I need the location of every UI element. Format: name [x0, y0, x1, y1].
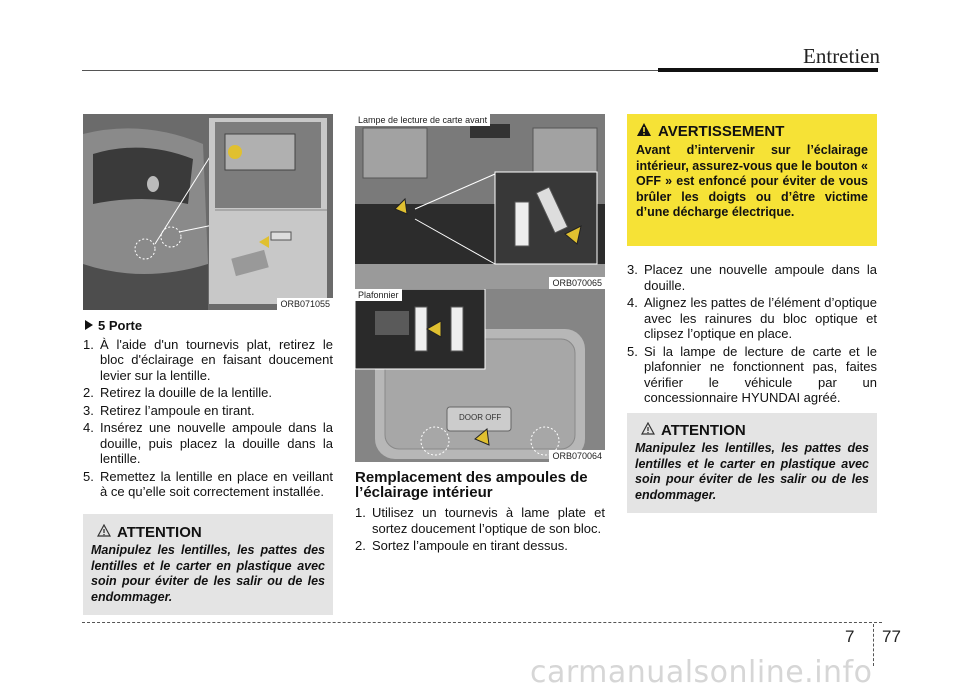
- chapter-number: 7: [845, 627, 855, 646]
- footer-rule: [82, 622, 882, 623]
- photo-caption: Plafonnier: [355, 289, 402, 301]
- attention-body: Manipulez les lentilles, les pattes des lentilles et le carter en plastique avec soin pour éviter de les salir ou de les endommager.: [91, 543, 325, 604]
- attention-body: Manipulez les lentilles, les pattes des lentilles et le carter en plastique avec soin pour éviter de les salir ou de les endommager.: [635, 441, 869, 502]
- step-item: 1. Utilisez un tournevis à lame plate et sortez doucement l’optique de son bloc.: [355, 505, 605, 536]
- step-item: 1. À l'aide d'un tournevis plat, retirez le bloc d'éclairage en faisant doucement levier sur la lentille.: [83, 336, 333, 383]
- warning-triangle-icon: [636, 122, 652, 141]
- attention-heading: ATTENTION: [97, 524, 325, 541]
- footer-divider: [873, 624, 874, 666]
- warning-body: Avant d’intervenir sur l’éclairage intérieur, assurez-vous que le bouton « OFF » est enfoncé pour éviter de vous brûler les doigts ou d’être victime d’une décharge électrique.: [636, 143, 868, 219]
- dome-lamp-photo: [355, 289, 605, 462]
- step-item: 2. Sortez l’ampoule en tirant dessus.: [355, 538, 568, 553]
- col1-instructions: [83, 318, 333, 502]
- step-item: 5. Remettez la lentille en place en veillant à ce qu’elle soit correctement installée.: [83, 468, 333, 499]
- photo-code: ORB071055: [277, 298, 333, 310]
- step-item: 5. Si la lampe de lecture de carte et le plafonnier ne fonctionnent pas, faites vérifier le véhicule par un concessionnaire HYUNDAI agréé.: [627, 343, 877, 405]
- dome-lamp-illustration: [355, 289, 605, 462]
- attention-box: [83, 514, 333, 615]
- header-rule-accent: [658, 68, 878, 72]
- warning-box: [627, 114, 877, 246]
- map-lamp-photo: [355, 114, 605, 289]
- watermark: carmanualsonline.info: [530, 655, 873, 690]
- col3-instructions: [627, 262, 877, 408]
- page-header-title: Entretien: [803, 44, 880, 68]
- subheading: 5 Porte: [83, 318, 333, 334]
- section-title: Remplacement des ampoules de l’éclairage intérieur: [355, 469, 588, 501]
- step-item: 4. Alignez les pattes de l’élément d’optique avec les rainures du bloc optique et clipsez l’optique en place.: [627, 295, 877, 341]
- photo-code: ORB070064: [549, 450, 605, 462]
- map-lamp-illustration: [355, 114, 605, 289]
- warning-heading: AVERTISSEMENT: [636, 122, 868, 141]
- rear-door-lamp-photo: [83, 114, 333, 310]
- warning-triangle-icon: [641, 422, 655, 439]
- attention-box: [627, 413, 877, 513]
- step-item: 3. Retirez l’ampoule en tirant.: [83, 402, 255, 418]
- col2-instructions: [355, 470, 605, 556]
- photo-code: ORB070065: [549, 277, 605, 289]
- step-item: 3. Placez une nouvelle ampoule dans la douille.: [627, 262, 877, 293]
- page-number: 77: [882, 627, 901, 646]
- photo-caption: Lampe de lecture de carte avant: [355, 114, 490, 126]
- rear-door-lamp-illustration: [83, 114, 333, 310]
- triangle-bullet-icon: [85, 320, 93, 330]
- attention-heading: ATTENTION: [641, 422, 869, 439]
- warning-triangle-icon: [97, 524, 111, 541]
- step-item: 4. Insérez une nouvelle ampoule dans la douille, puis placez la douille dans la lentille.: [83, 420, 333, 466]
- door-off-button-label: DOOR OFF: [459, 413, 502, 422]
- step-item: 2. Retirez la douille de la lentille.: [83, 385, 272, 400]
